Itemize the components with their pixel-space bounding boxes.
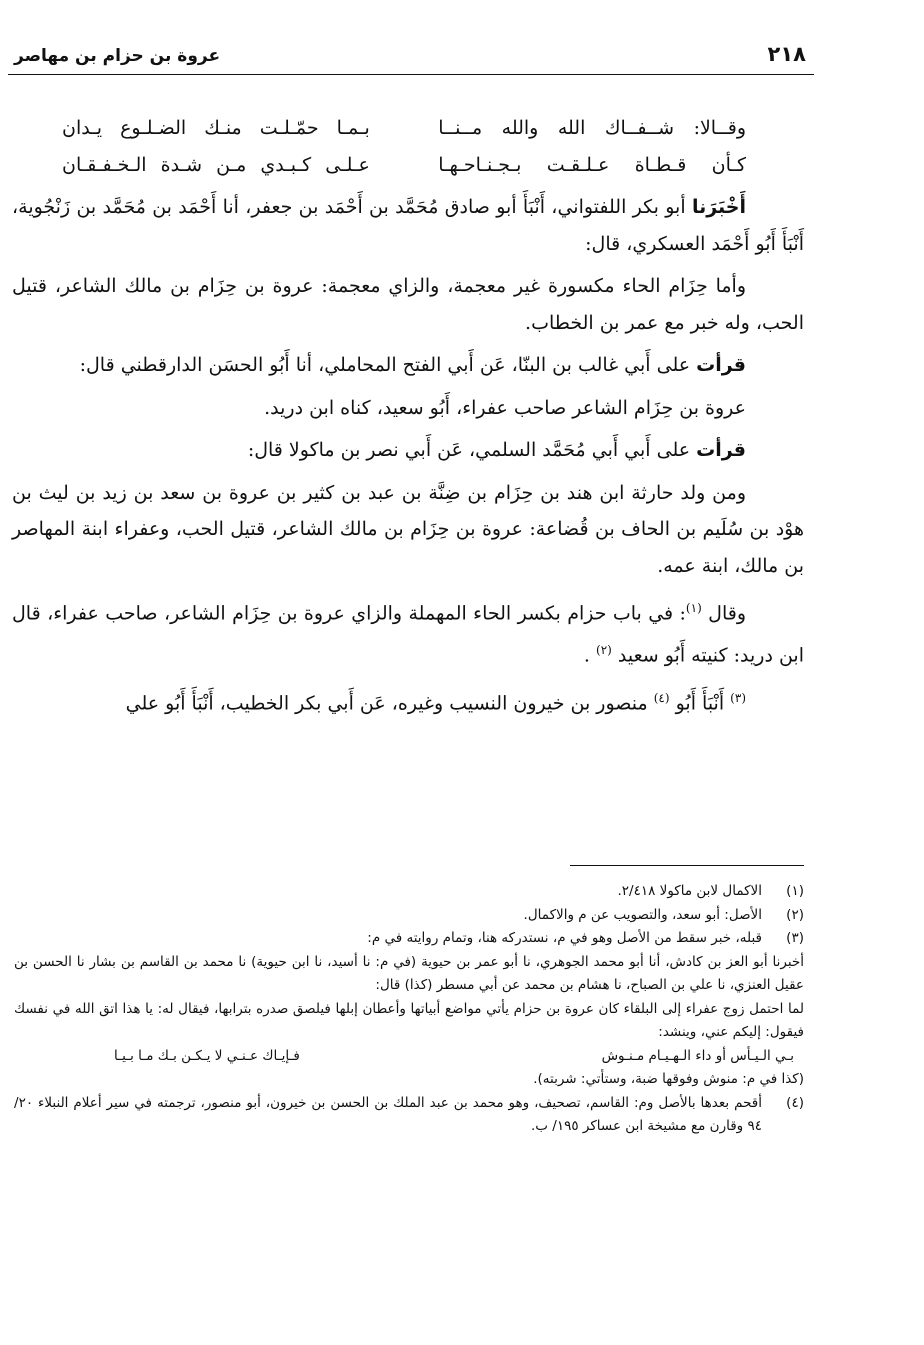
footnote [14,1092,804,1139]
paragraph-text: أبو بكر اللفتواني، أَنْبَأَ أبو صادق مُحَمَّد بن أَحْمَد بن جعفر، أنا أَحْمَد بن مُحَمَّد بن زَنْجُوية، أَنْبَأَ أَبُو أَحْمَد العسكري، قال: [12,196,804,255]
footnote-text: قبله، خبر سقط من الأصل وهو في م، نستدركه هنا، وتمام روايته في م: [367,930,762,946]
isnad-lead-word: قرأت [696,354,746,376]
footnote-number: (٤) [786,1094,804,1111]
paragraph: ومن ولد حارثة ابن هند بن حِزَام بن ضِنَّة بن عبد بن كثير بن عروة بن سعد بن زيد بن ليث بن هوْد بن سُلَيم بن الحاف بن قُضاعة: عروة بن حِزَام بن مالك الشاعر، قتيل الحب، وعفراء ابنة المهاصر بن مالك، ابنة عمه. [12,481,804,577]
paragraph [12,680,804,722]
footnote [14,880,804,904]
running-title: عروة بن حزام بن مهاصر [14,46,221,66]
paragraph [12,432,804,469]
paragraph: عروة بن حِزَام الشاعر صاحب عفراء، أَبُو سعيد، كناه ابن دريد. [264,396,746,419]
paragraph [12,189,804,262]
footnote [14,927,804,1092]
verse-first-hemistich: وقــالا: شــفــاك الله والله مــنــا [438,117,746,139]
paragraph-text: على أَبي غالب بن البنّا، عَن أَبي الفتح المحاملي، أنا أَبُو الحسَن الدارقطني قال: [79,354,697,376]
footnote-number: (٢) [786,906,804,923]
verse-second-hemistich: عـلـى كـبـدي مـن شـدة الـخـفـقـان [62,153,370,176]
paragraph: وأما حِزَام الحاء مكسورة غير معجمة، والزاي معجمة: عروة بن حِزَام بن مالك الشاعر، قتيل الحب، وله خبر مع عمر بن الخطاب. [12,275,804,334]
verse-second-hemistich: فـإيـاك عـنـي لا يـكـن بـك مـا بـيـا [114,1047,300,1064]
footnotes [14,880,804,1139]
paragraph-text: وقال [708,602,746,625]
isnad-lead-word: أَخْبَرَنا [691,196,746,218]
footnote-text: الاكمال لابن ماكولا ٢/٤١٨. [617,883,762,899]
footnote [14,904,804,928]
isnad-lead-word: قرأت [696,439,746,461]
verse-first-hemistich: كـأن قـطـاة عـلـقـت بـجـنـاحـهـا [438,153,746,176]
footnote-text: الأصل: أبو سعد، والتصويب عن م والاكمال. [523,906,762,923]
paragraph [12,590,804,674]
paragraph-text: منصور بن خيرون النسيب وغيره، عَن أَبي بكر الخطيب، أَنْبَأَ أَبُو علي [125,691,654,714]
verse-line [12,147,804,184]
paragraph-text: أَنْبَأَ أَبُو [675,691,731,714]
page-header [8,40,814,75]
paragraph-text: على أَبي أَبي مُحَمَّد السلمي، عَن أَبي نصر بن ماكولا قال: [247,439,697,461]
footnote-text: (كذا في م: منوش وفوقها ضبة، وستأتي: شربته). [533,1071,804,1087]
main-text [12,110,804,721]
footnote-text: لما احتمل زوج عفراء إلى البلقاء كان عروة بن حزام يأتي مواضع أبياتها وأعطان إبلها فيلصق صدره بترابها، فيقال له: يا هذا اتق الله في نفسك فيقول: إليكم عني، وينشد: [14,1000,804,1040]
verse-first-hemistich: بـي الـيـأس أو داء الـهـيـام مـنـوش [601,1047,794,1064]
footnote-ref[interactable]: (٤) [653,690,670,705]
verse-second-hemistich: بـمـا حمّـلـت منـك الضـلـوع يـدان [62,117,370,139]
footnote-divider [570,865,804,866]
footnote-text: أقحم بعدها بالأصل وم: القاسم، تصحيف، وهو محمد بن عبد الملك بن الحسن بن خيرون، أبو منصور، ترجمته في سير أعلام النبلاء ٢٠/ ٩٤ وقارن مع مشيخة ابن عساكر ١٩٥/ ب. [14,1094,762,1134]
footnote-ref[interactable]: (١) [685,601,702,615]
page-number: ٢١٨ [767,42,806,66]
paragraph [12,347,804,384]
footnote-ref[interactable]: (٣) [730,690,746,705]
footnote-number: (٣) [786,930,804,946]
paragraph-text: : في باب حزام بكسر الحاء المهملة والزاي عروة بن حِزَام الشاعر، صاحب عفراء، قال ابن دريد: كنيته أَبُو سعيد [12,602,804,667]
footnote-number: (١) [786,883,804,899]
verse-line [12,110,804,147]
footnote-text: أخبرنا أبو العز بن كادش، أنا أبو محمد الجوهري، نا أبو عمر بن حيوية (في م: نا أسيد، نا ابن حيوية) نا محمد بن القاسم بن بشار نا الحسن بن عقيل العنزي، نا علي بن الصباح، نا هشام بن محمد عن أبي مسطر (كذا) قال: [14,953,804,993]
footnote-ref[interactable]: (٢) [596,642,612,657]
paragraph-text: . [583,644,590,667]
footnote-verse [14,1045,804,1069]
